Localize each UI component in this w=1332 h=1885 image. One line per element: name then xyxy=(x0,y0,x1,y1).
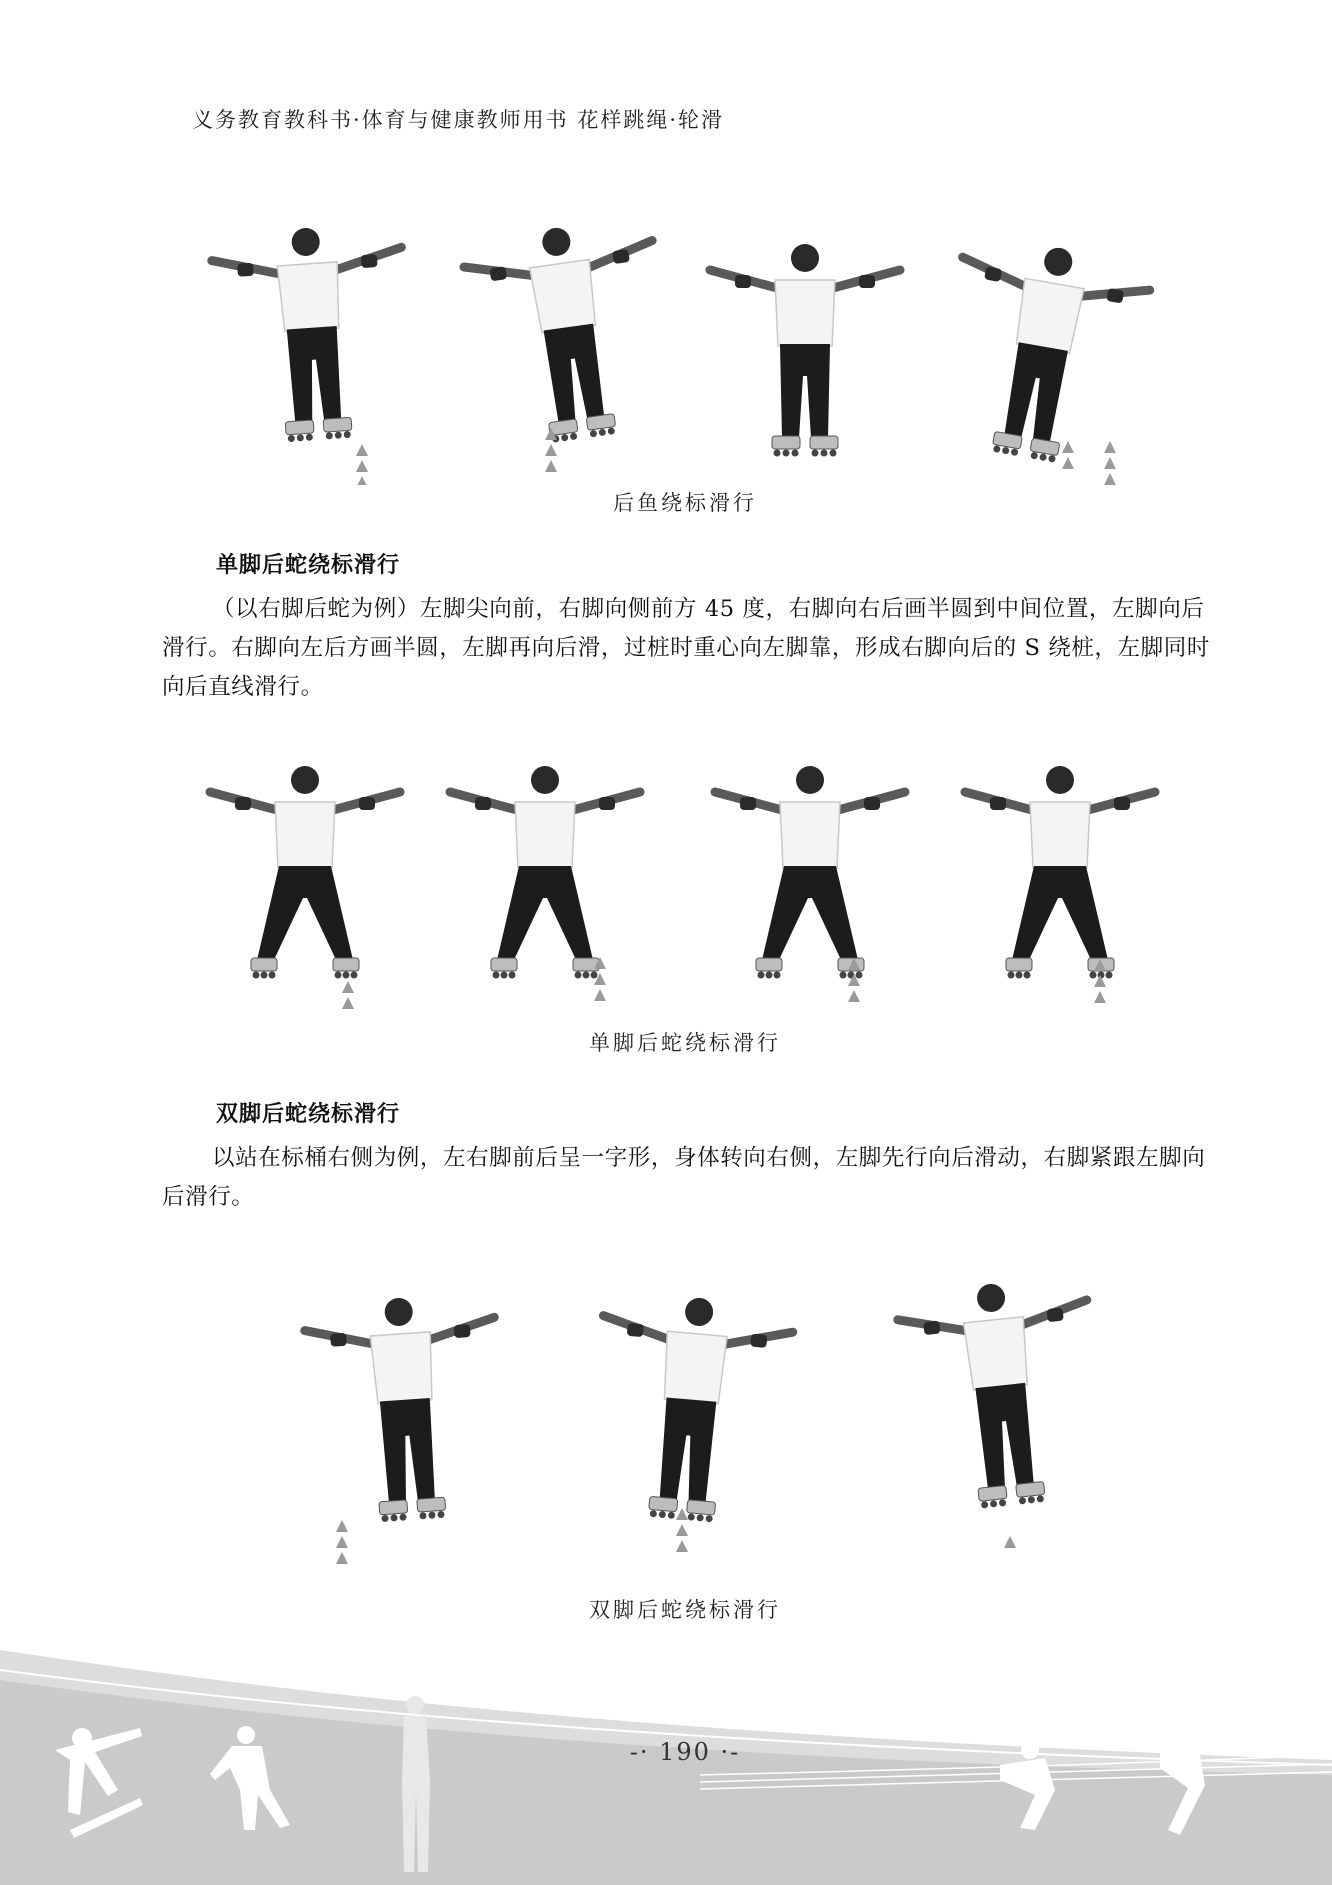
running-header: 义务教育教科书·体育与健康教师用书 花样跳绳·轮滑 xyxy=(192,108,725,132)
traffic-cone xyxy=(676,1508,688,1520)
figure-row-2 xyxy=(0,755,1332,1015)
traffic-cone xyxy=(1104,473,1116,485)
traffic-cone xyxy=(342,981,354,993)
skater-figure xyxy=(210,221,414,446)
traffic-cone xyxy=(336,1520,348,1532)
skater-figure xyxy=(930,232,1154,474)
traffic-cone xyxy=(336,1536,348,1548)
traffic-cone xyxy=(1062,457,1074,469)
skater-figure xyxy=(895,1274,1107,1515)
figure-row-3 xyxy=(0,1262,1332,1572)
page-number: -· 190 ·- xyxy=(629,1738,741,1766)
traffic-cone xyxy=(676,1524,688,1536)
section-body-1: （以右脚后蛇为例）左脚尖向前，右脚向侧前方 45 度，右脚向右后画半圆到中间位置，左脚向后滑行。右脚向左后方画半圆，左脚再向后滑，过桩时重心向左脚靠，形成右脚向后的 S 绕桩，左脚同时向后直线滑行。 xyxy=(162,596,1210,700)
section-title-2: 双脚后蛇绕标滑行 xyxy=(216,1102,401,1127)
section-body-2: 以站在标桶右侧为例，左右脚前后呈一字形，身体转向右侧，左脚先行向后滑动，右脚紧跟左脚向后滑行。 xyxy=(162,1145,1206,1210)
section-title-1: 单脚后蛇绕标滑行 xyxy=(216,553,401,578)
figure-caption-1: 后鱼绕标滑行 xyxy=(613,491,757,515)
skater-figure xyxy=(303,1291,508,1526)
traffic-cone xyxy=(676,1540,688,1552)
skater-figure xyxy=(710,244,900,457)
traffic-cone xyxy=(1004,1536,1016,1548)
traffic-cone xyxy=(1104,441,1116,453)
skater-figure xyxy=(210,766,400,979)
skater-figure xyxy=(586,1290,795,1528)
traffic-cone xyxy=(594,989,606,1001)
skater-figure xyxy=(450,766,640,979)
traffic-cone xyxy=(356,444,368,456)
figure-caption-2: 单脚后蛇绕标滑行 xyxy=(589,1031,781,1055)
traffic-cone xyxy=(848,990,860,1002)
traffic-cone xyxy=(545,460,557,472)
traffic-cone xyxy=(1104,457,1116,469)
traffic-cone xyxy=(1062,441,1074,453)
figure-photo-1 xyxy=(0,220,1332,485)
traffic-cone xyxy=(1094,991,1106,1003)
skater-figure xyxy=(965,766,1155,979)
figure-row-1 xyxy=(0,220,1332,485)
figure-caption-3: 双脚后蛇绕标滑行 xyxy=(589,1598,781,1622)
traffic-cone xyxy=(336,1552,348,1564)
skater-figure xyxy=(460,220,678,452)
traffic-cone xyxy=(342,997,354,1009)
traffic-cone xyxy=(545,444,557,456)
traffic-cone xyxy=(356,476,368,485)
skater-figure xyxy=(715,766,905,979)
traffic-cone xyxy=(356,460,368,472)
